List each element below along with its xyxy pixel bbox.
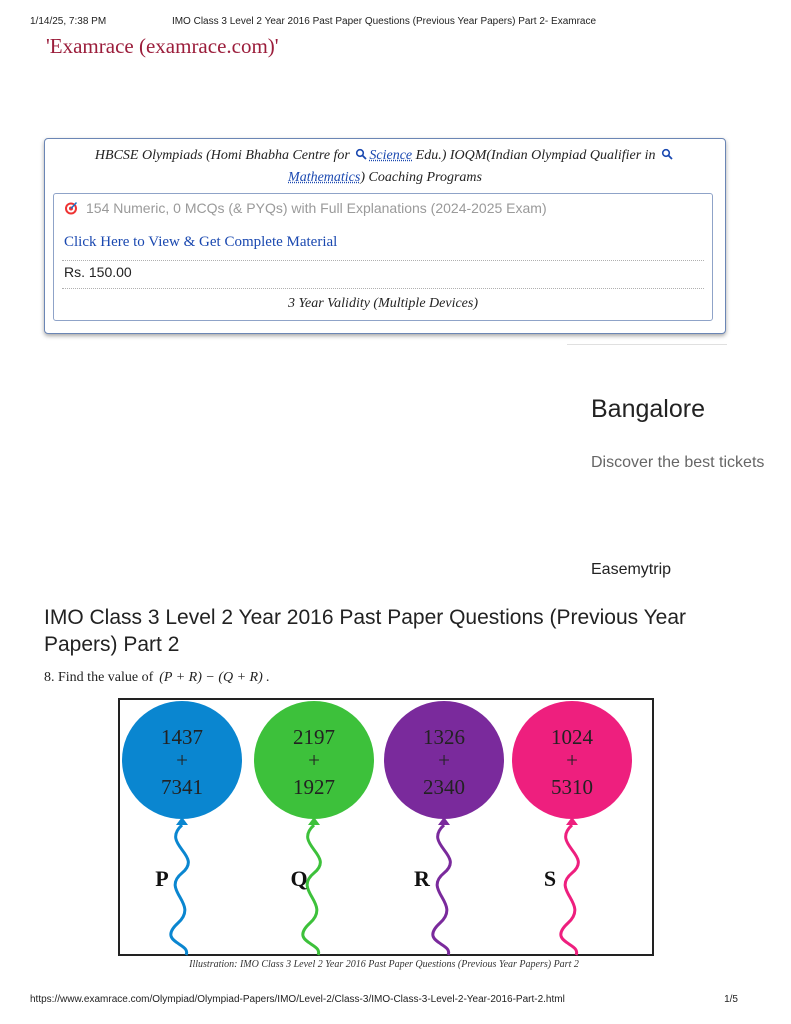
- balloon-p: [122, 701, 242, 955]
- ad-brand[interactable]: Easemytrip: [591, 561, 672, 578]
- balloon-q: [254, 701, 374, 955]
- balloon-string: [433, 825, 451, 955]
- plus-sign: +: [308, 748, 320, 772]
- price: Rs. 150.00: [64, 264, 132, 280]
- validity-text: 3 Year Validity (Multiple Devices): [288, 296, 478, 311]
- divider: [62, 288, 704, 289]
- numeric-info: [64, 200, 704, 216]
- balloon-number: 1437: [161, 725, 203, 749]
- question-8: [44, 670, 270, 686]
- site-title[interactable]: 'Examrace (examrace.com)': [46, 34, 279, 58]
- promo-details: [53, 193, 713, 321]
- illustration-caption: Illustration: IMO Class 3 Level 2 Year 2016 Past Paper Questions (Previous Year Papers) Part 2: [189, 959, 579, 970]
- question-expression: (P + R) − (Q + R) .: [159, 670, 270, 685]
- view-material-link[interactable]: Click Here to View & Get Complete Material: [64, 234, 338, 250]
- divider: [62, 260, 704, 261]
- balloon-number: 2197: [293, 725, 335, 749]
- print-header: [30, 16, 738, 30]
- promo-card: [44, 138, 726, 334]
- search-icon: [661, 148, 673, 160]
- advertisement[interactable]: [567, 344, 765, 590]
- balloon-number: 1326: [423, 725, 465, 749]
- numeric-info-text: 154 Numeric, 0 MCQs (& PYQs) with Full Explanations (2024-2025 Exam): [86, 200, 547, 216]
- print-datetime: 1/14/25, 7:38 PM: [30, 16, 107, 27]
- balloon-label: Q: [290, 866, 308, 891]
- promo-heading: [53, 145, 717, 189]
- balloon-label: P: [155, 866, 169, 891]
- promo-heading-mid: Edu.) IOQM(Indian Olympiad Qualifier in: [415, 148, 656, 163]
- promo-heading-post: ) Coaching Programs: [360, 170, 482, 185]
- balloon-s: [512, 701, 632, 955]
- ad-title[interactable]: Bangalore: [591, 395, 705, 423]
- plus-sign: +: [438, 748, 450, 772]
- balloon-number: 1024: [551, 725, 593, 749]
- balloon-number: 5310: [551, 775, 593, 799]
- target-icon: [64, 201, 78, 215]
- balloon-number: 7341: [161, 775, 203, 799]
- print-page-title: IMO Class 3 Level 2 Year 2016 Past Paper Questions (Previous Year Papers) Part 2- Examrace: [171, 16, 597, 27]
- search-icon: [355, 148, 367, 160]
- plus-sign: +: [176, 748, 188, 772]
- balloon-label: S: [543, 866, 557, 891]
- balloons-figure: [120, 700, 652, 954]
- balloon-label: R: [414, 866, 430, 891]
- science-link[interactable]: Science: [369, 148, 413, 163]
- page-number: 1/5: [724, 994, 738, 1005]
- ad-description: Discover the best tickets: [591, 454, 765, 471]
- balloon-string: [561, 825, 579, 955]
- article-title: IMO Class 3 Level 2 Year 2016 Past Paper Questions (Previous Year Papers) Part 2: [44, 606, 687, 656]
- print-url: https://www.examrace.com/Olympiad/Olympiad-Papers/IMO/Level-2/Class-3/IMO-Class-3-Level-2-Year-2016-Part-2.html: [30, 994, 565, 1005]
- balloon-number: 2340: [423, 775, 465, 799]
- balloons-illustration: [118, 698, 654, 956]
- plus-sign: +: [566, 748, 578, 772]
- balloon-r: [384, 701, 504, 955]
- balloon-number: 1927: [293, 775, 335, 799]
- mathematics-link[interactable]: Mathematics: [288, 170, 361, 185]
- promo-heading-pre: HBCSE Olympiads (Homi Bhabha Centre for: [94, 148, 350, 163]
- question-text: 8. Find the value of: [44, 670, 154, 685]
- balloon-string: [171, 825, 189, 955]
